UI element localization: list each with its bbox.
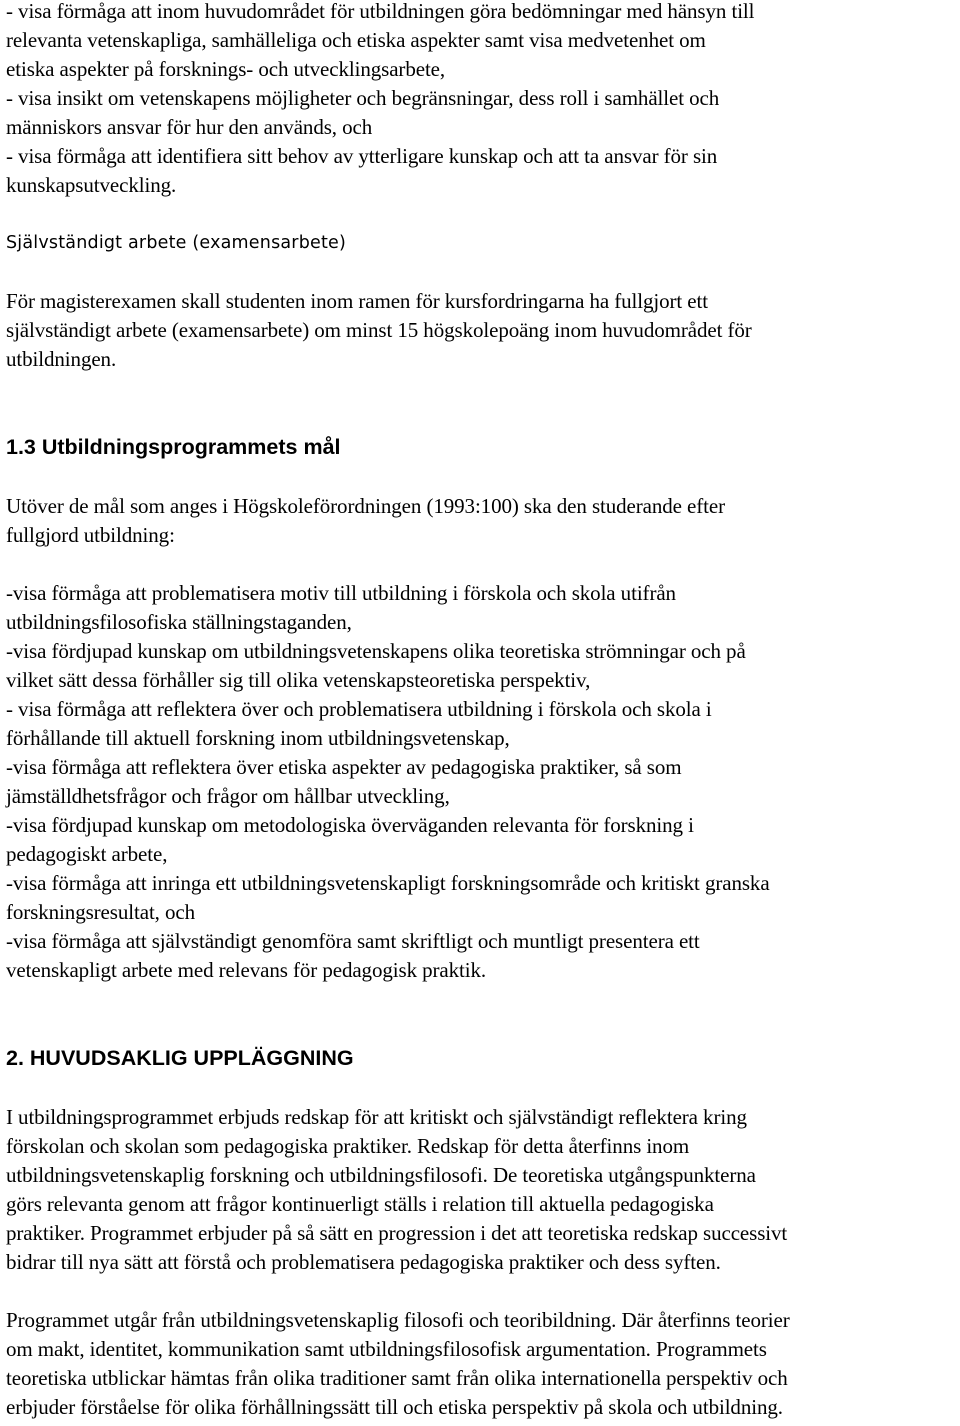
intro-line: relevanta vetenskapliga, samhälleliga och etiska aspekter samt visa medvetenhet om (6, 28, 706, 52)
paragraph-line: självständigt arbete (examensarbete) om minst 15 högskolepoäng inom huvudområdet för (6, 318, 752, 342)
goal-line: pedagogiskt arbete, (6, 842, 168, 866)
paragraph-line: Programmet utgår från utbildningsvetenskaplig filosofi och teoribildning. Där återfinns teorier (6, 1308, 790, 1332)
subsection-heading: Självständigt arbete (examensarbete) (6, 233, 347, 253)
goal-line: -visa fördjupad kunskap om metodologiska överväganden relevanta för forskning i (6, 813, 694, 837)
goal-line: jämställdhetsfrågor och frågor om hållbar utveckling, (6, 784, 450, 808)
goal-line: utbildningsfilosofiska ställningstaganden, (6, 610, 352, 634)
paragraph-line: erbjuder förståelse för olika förhållningssätt till och etiska perspektiv på skola och utbildning. (6, 1395, 783, 1419)
intro-line: - visa förmåga att inom huvudområdet för utbildningen göra bedömningar med hänsyn till (6, 0, 755, 23)
goal-line: -visa förmåga att problematisera motiv till utbildning i förskola och skola utifrån (6, 581, 676, 605)
goal-line: vilket sätt dessa förhåller sig till olika vetenskapsteoretiska perspektiv, (6, 668, 591, 692)
paragraph-line: I utbildningsprogrammet erbjuds redskap för att kritiskt och självständigt reflektera kring (6, 1105, 747, 1129)
goal-line: -visa fördjupad kunskap om utbildningsvetenskapens olika teoretiska strömningar och på (6, 639, 746, 663)
intro-line: - visa förmåga att identifiera sitt behov av ytterligare kunskap och att ta ansvar för sin (6, 144, 718, 168)
goal-line: -visa förmåga att reflektera över etiska aspekter av pedagogiska praktiker, så som (6, 755, 682, 779)
goal-line: forskningsresultat, och (6, 900, 195, 924)
intro-line: - visa insikt om vetenskapens möjligheter och begränsningar, dess roll i samhället och (6, 86, 720, 110)
section-heading: 2. HUVUDSAKLIG UPPLÄGGNING (6, 1046, 354, 1070)
section-heading: 1.3 Utbildningsprogrammets mål (6, 435, 341, 459)
intro-line: etiska aspekter på forsknings- och utvecklingsarbete, (6, 57, 446, 81)
goal-line: -visa förmåga att inringa ett utbildningsvetenskapligt forskningsområde och kritiskt granska (6, 871, 770, 895)
paragraph-line: fullgjord utbildning: (6, 523, 175, 547)
paragraph-line: görs relevanta genom att frågor kontinuerligt ställs i relation till aktuella pedagogiska (6, 1192, 714, 1216)
paragraph-line: utbildningsvetenskaplig forskning och utbildningsfilosofi. De teoretiska utgångspunkterna (6, 1163, 756, 1187)
paragraph-line: För magisterexamen skall studenten inom ramen för kursfordringarna ha fullgjort ett (6, 289, 708, 313)
goal-line: vetenskapligt arbete med relevans för pedagogisk praktik. (6, 958, 487, 982)
paragraph-line: förskolan och skolan som pedagogiska praktiker. Redskap för detta återfinns inom (6, 1134, 690, 1158)
goal-line: - visa förmåga att reflektera över och problematisera utbildning i förskola och skola i (6, 697, 712, 721)
paragraph-line: Utöver de mål som anges i Högskoleförordningen (1993:100) ska den studerande efter (6, 494, 726, 518)
paragraph-line: om makt, identitet, kommunikation samt utbildningsfilosofisk argumentation. Programmets (6, 1337, 767, 1361)
paragraph-line: praktiker. Programmet erbjuder på så sätt en progression i det att teoretiska redskap successivt (6, 1221, 788, 1245)
paragraph-line: utbildningen. (6, 347, 117, 371)
intro-line: kunskapsutveckling. (6, 173, 177, 197)
goal-line: -visa förmåga att självständigt genomföra samt skriftligt och muntligt presentera ett (6, 929, 700, 953)
goal-line: förhållande till aktuell forskning inom utbildningsvetenskap, (6, 726, 510, 750)
paragraph-line: bidrar till nya sätt att förstå och problematisera pedagogiska praktiker och dess syften. (6, 1250, 721, 1274)
intro-line: människors ansvar för hur den används, och (6, 115, 373, 139)
paragraph-line: teoretiska utblickar hämtas från olika traditioner samt från olika internationella perspektiv och (6, 1366, 788, 1390)
